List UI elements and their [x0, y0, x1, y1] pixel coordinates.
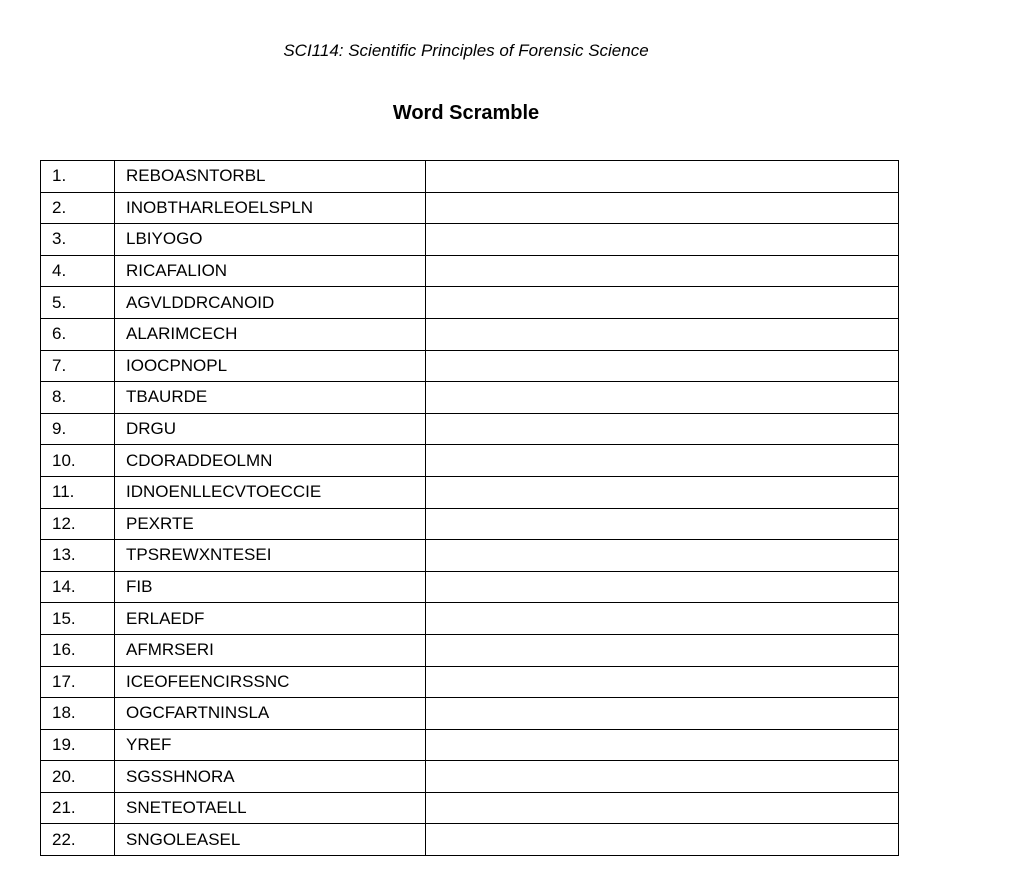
scrambled-word: RICAFALION — [115, 255, 426, 287]
scrambled-word: SNETEOTAELL — [115, 792, 426, 824]
table-row — [41, 508, 899, 540]
item-number: 11. — [41, 476, 115, 508]
answer-cell[interactable] — [426, 698, 899, 730]
item-number: 4. — [41, 255, 115, 287]
word-scramble-table — [40, 160, 899, 856]
table-row — [41, 382, 899, 414]
scrambled-word: YREF — [115, 729, 426, 761]
table-row — [41, 192, 899, 224]
answer-cell[interactable] — [426, 224, 899, 256]
table-row — [41, 476, 899, 508]
item-number: 19. — [41, 729, 115, 761]
scrambled-word: CDORADDEOLMN — [115, 445, 426, 477]
item-number: 7. — [41, 350, 115, 382]
scrambled-word: FIB — [115, 571, 426, 603]
table-row — [41, 603, 899, 635]
answer-cell[interactable] — [426, 192, 899, 224]
scrambled-word: INOBTHARLEOELSPLN — [115, 192, 426, 224]
item-number: 18. — [41, 698, 115, 730]
scrambled-word: ALARIMCECH — [115, 318, 426, 350]
table-row — [41, 318, 899, 350]
table-row — [41, 287, 899, 319]
item-number: 12. — [41, 508, 115, 540]
scrambled-word: IDNOENLLECVTOECCIE — [115, 476, 426, 508]
answer-cell[interactable] — [426, 382, 899, 414]
scrambled-word: AFMRSERI — [115, 634, 426, 666]
item-number: 9. — [41, 413, 115, 445]
answer-cell[interactable] — [426, 161, 899, 193]
table-row — [41, 824, 899, 856]
scrambled-word: REBOASNTORBL — [115, 161, 426, 193]
scrambled-word: ERLAEDF — [115, 603, 426, 635]
page-title: Word Scramble — [392, 102, 540, 124]
item-number: 6. — [41, 318, 115, 350]
scrambled-word: AGVLDDRCANOID — [115, 287, 426, 319]
table-row — [41, 792, 899, 824]
item-number: 14. — [41, 571, 115, 603]
scrambled-word: DRGU — [115, 413, 426, 445]
table-row — [41, 413, 899, 445]
answer-cell[interactable] — [426, 792, 899, 824]
answer-cell[interactable] — [426, 287, 899, 319]
scrambled-word: IOOCPNOPL — [115, 350, 426, 382]
answer-cell[interactable] — [426, 666, 899, 698]
table-row — [41, 729, 899, 761]
table-row — [41, 445, 899, 477]
table-row — [41, 350, 899, 382]
answer-cell[interactable] — [426, 603, 899, 635]
item-number: 8. — [41, 382, 115, 414]
item-number: 17. — [41, 666, 115, 698]
scrambled-word: PEXRTE — [115, 508, 426, 540]
answer-cell[interactable] — [426, 350, 899, 382]
scrambled-word: OGCFARTNINSLA — [115, 698, 426, 730]
item-number: 1. — [41, 161, 115, 193]
item-number: 20. — [41, 761, 115, 793]
table-row — [41, 161, 899, 193]
item-number: 21. — [41, 792, 115, 824]
answer-cell[interactable] — [426, 318, 899, 350]
scrambled-word: SGSSHNORA — [115, 761, 426, 793]
table-row — [41, 571, 899, 603]
item-number: 2. — [41, 192, 115, 224]
table-row — [41, 698, 899, 730]
item-number: 22. — [41, 824, 115, 856]
answer-cell[interactable] — [426, 824, 899, 856]
scrambled-word: LBIYOGO — [115, 224, 426, 256]
table-row — [41, 540, 899, 572]
item-number: 13. — [41, 540, 115, 572]
answer-cell[interactable] — [426, 540, 899, 572]
item-number: 16. — [41, 634, 115, 666]
answer-cell[interactable] — [426, 508, 899, 540]
scrambled-word: SNGOLEASEL — [115, 824, 426, 856]
answer-cell[interactable] — [426, 476, 899, 508]
item-number: 3. — [41, 224, 115, 256]
answer-cell[interactable] — [426, 761, 899, 793]
item-number: 10. — [41, 445, 115, 477]
table-row — [41, 255, 899, 287]
item-number: 15. — [41, 603, 115, 635]
table-row — [41, 666, 899, 698]
item-number: 5. — [41, 287, 115, 319]
course-subtitle: SCI114: Scientific Principles of Forensic Science — [283, 41, 649, 60]
answer-cell[interactable] — [426, 634, 899, 666]
table-row — [41, 761, 899, 793]
answer-cell[interactable] — [426, 571, 899, 603]
table-row — [41, 634, 899, 666]
scrambled-word: TPSREWXNTESEI — [115, 540, 426, 572]
answer-cell[interactable] — [426, 729, 899, 761]
table-row — [41, 224, 899, 256]
scrambled-word: TBAURDE — [115, 382, 426, 414]
word-scramble-rows — [41, 161, 899, 856]
answer-cell[interactable] — [426, 413, 899, 445]
answer-cell[interactable] — [426, 445, 899, 477]
answer-cell[interactable] — [426, 255, 899, 287]
scrambled-word: ICEOFEENCIRSSNC — [115, 666, 426, 698]
